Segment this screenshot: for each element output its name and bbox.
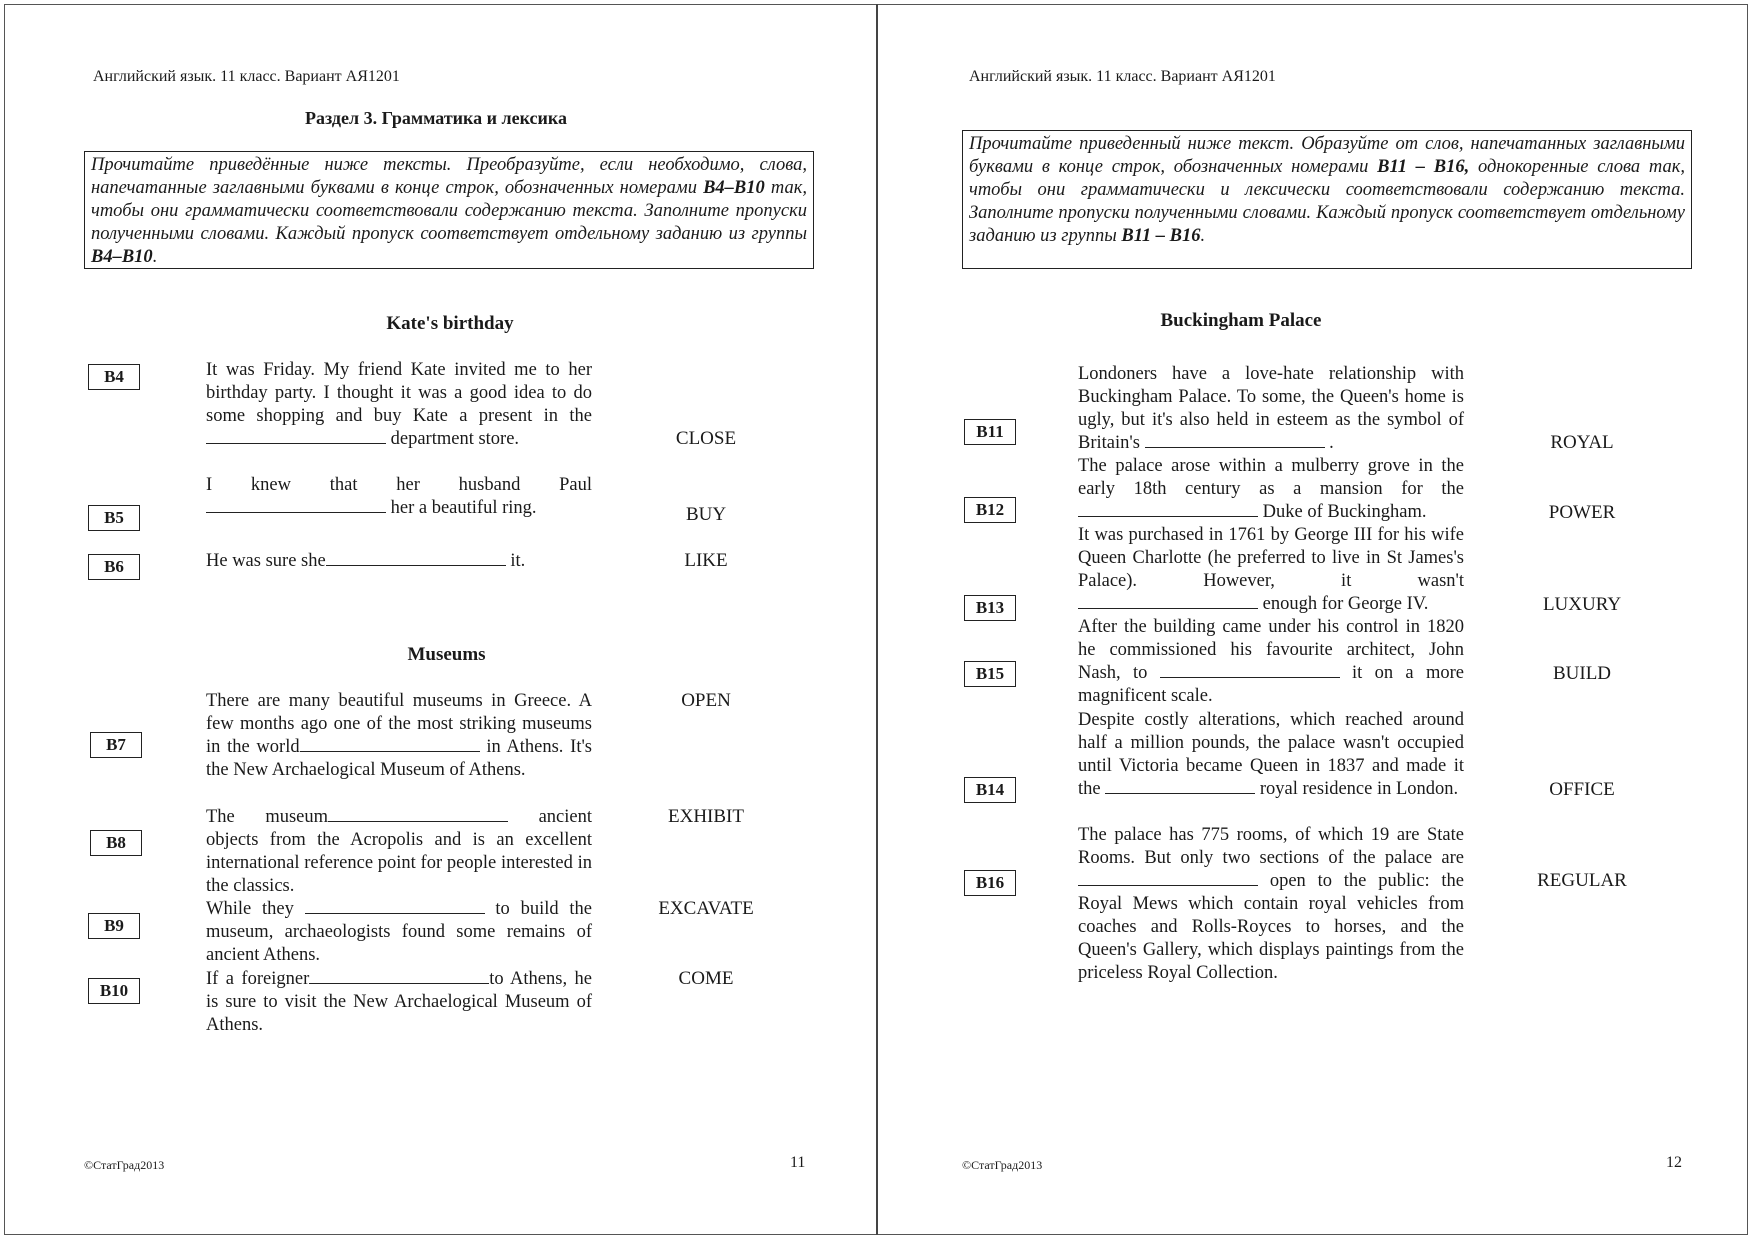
footer-copyright: ©СтатГрад2013 [84,1158,165,1172]
answer-blank[interactable] [206,428,386,444]
task-text-b16: The palace has 775 rooms, of which 19 are State Rooms. But only two sections of the palace are open to the public: the Royal Mews which contain royal vehicles from coaches and Rolls-Royces to horses, and the Queen's Gallery, which displays paintings from the priceless Royal Collection. [1078,825,1464,983]
task-number-b14: B14 [964,777,1016,803]
instruction-box: Прочитайте приведённые ниже тексты. Преобразуйте, если необходимо, слова, напечатанные заглавными буквами в конце строк, обозначенных номерами B4–B10 так, чтобы они грамматически соответствовали содержанию текста. Заполните пропуски полученными словами. Каждый пропуск соответствует отдельному заданию из группы B4–B10. [84,151,814,269]
task-text-b14: Despite costly alterations, which reached around half a million pounds, the palace wasn't occupied until Victoria became Queen in 1837 and made it the royal residence in London. [1078,710,1464,799]
task-number-b12: B12 [964,497,1016,523]
task-number-b4: B4 [88,364,140,390]
task-text-b13: It was purchased in 1761 by George III for his wife Queen Charlotte (he preferred to live in St James's Palace). However, it wasn't enough for George IV. [1078,525,1464,614]
key-word-b12: POWER [1548,502,1616,523]
page-number: 11 [790,1154,806,1171]
task-number-b6: B6 [88,554,140,580]
section-title: Раздел 3. Грамматика и лексика [304,108,567,128]
task-number-b11: B11 [964,419,1016,445]
footer-copyright: ©СтатГрад2013 [962,1158,1043,1172]
task-text-b10: If a foreigner to Athens, he is sure to visit the New Archaelogical Museum of Athens. [206,969,592,1035]
answer-blank[interactable] [1078,501,1258,517]
answer-blank[interactable] [326,550,506,566]
page-header: Английский язык. 11 класс. Вариант АЯ1201 [93,68,400,85]
task-text-b9: While they to build the museum, archaeologists found some remains of ancient Athens. [206,899,592,965]
key-word-b5: BUY [685,504,727,525]
key-word-b9: EXCAVATE [658,898,754,919]
answer-blank[interactable] [328,806,508,822]
task-number-b7: B7 [90,732,142,758]
answer-blank[interactable] [1105,778,1255,794]
page-header: Английский язык. 11 класс. Вариант АЯ1201 [969,68,1276,85]
text-title-museums: Museums [407,644,486,665]
answer-blank[interactable] [1160,662,1340,678]
key-word-b11: ROYAL [1550,432,1614,453]
key-word-b14: OFFICE [1549,779,1615,800]
task-number-b10: B10 [88,978,140,1004]
key-word-b4: CLOSE [675,428,737,449]
task-text-b6: He was sure she it. [206,551,526,571]
answer-blank[interactable] [305,898,485,914]
page-number: 12 [1666,1154,1682,1171]
task-number-b8: B8 [90,830,142,856]
task-number-b5: B5 [88,505,140,531]
key-word-b6: LIKE [684,550,728,571]
answer-blank[interactable] [206,497,386,513]
task-text-b12: The palace arose within a mulberry grove in the early 18th century as a mansion for the Duke of Buckingham. [1078,456,1464,522]
task-number-b13: B13 [964,595,1016,621]
task-text-b8: The museum ancient objects from the Acropolis and is an excellent international reference point for people interested in the classics. [206,807,592,896]
task-text-b11: Londoners have a love-hate relationship with Buckingham Palace. To some, the Queen's home is ugly, but it's also held in esteem as the symbol of Britain's . [1078,364,1464,453]
key-word-b16: REGULAR [1537,870,1627,891]
task-number-b9: B9 [88,913,140,939]
task-text-b7: There are many beautiful museums in Greece. A few months ago one of the most striking museums in the world in Athens. It's the New Archaelogical Museum of Athens. [206,691,592,780]
text-title-buckingham-palace: Buckingham Palace [1160,310,1322,331]
task-number-b15: B15 [964,661,1016,687]
text-title-kates-birthday: Kate's birthday [386,313,514,334]
key-word-b10: COME [678,968,734,989]
key-word-b15: BUILD [1552,663,1612,684]
answer-blank[interactable] [309,968,489,984]
key-word-b8: EXHIBIT [668,806,744,827]
task-text-b4: It was Friday. My friend Kate invited me to her birthday party. I thought it was a good idea to do some shopping and buy Kate a present in the department store. [206,360,592,449]
answer-blank[interactable] [1078,593,1258,609]
page-left [0,0,876,1239]
answer-blank[interactable] [1145,432,1325,448]
instruction-box: Прочитайте приведенный ниже текст. Образуйте от слов, напечатанных заглавными буквами в конце строк, обозначенных номерами B11 – B16, однокоренные слова так, чтобы они грамматически и лексически соответствовали содержанию текста. Заполните пропуски полученными словами. Каждый пропуск соответствует отдельному заданию из группы B11 – B16. [962,130,1692,269]
page-right [878,0,1754,1239]
key-word-b13: LUXURY [1542,594,1622,615]
answer-blank[interactable] [1078,870,1258,886]
task-number-b16: B16 [964,870,1016,896]
answer-blank[interactable] [300,736,480,752]
task-text-b5: I knew that her husband Paul her a beautiful ring. [206,475,592,518]
key-word-b7: OPEN [681,690,731,711]
task-text-b15: After the building came under his control in 1820 he commissioned his favourite architect, John Nash, to it on a more magnificent scale. [1078,617,1464,706]
